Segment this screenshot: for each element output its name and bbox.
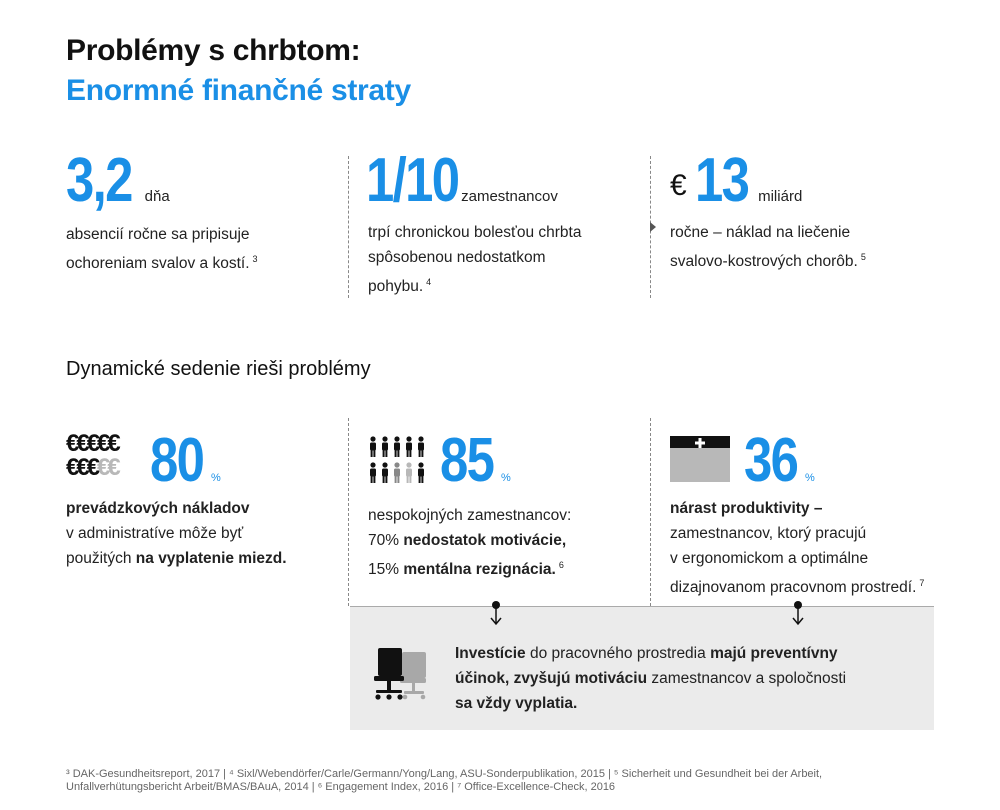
solution-costs-value: 80: [150, 426, 204, 495]
arrow-marker-icon: [650, 222, 656, 232]
euro-row: [66, 456, 118, 480]
desc-line: zamestnancov, ktorý pracujú: [670, 525, 867, 542]
text-bold: nárast produktivity –: [670, 500, 823, 517]
text: ochoreniam svalov a kostí.: [66, 255, 250, 273]
text-bold: Investície: [455, 645, 526, 662]
battery-plus-icon: [670, 436, 730, 482]
stat-pain-line: [368, 270, 581, 299]
stat-pain-unit: zamestnancov: [461, 188, 558, 205]
solution-productivity-value: 36: [744, 426, 798, 495]
info-text: [455, 641, 915, 716]
arrow-down-icon: [489, 600, 503, 626]
info-line: [455, 691, 915, 716]
stat-pain-line: spôsobenou nedostatkom: [368, 249, 546, 266]
stat-absence: [66, 146, 170, 215]
euro-dark: €€€: [66, 454, 98, 481]
text-bold: mentálna rezignácia.: [403, 561, 556, 579]
solution-employees-desc: [368, 503, 571, 582]
footnote-ref: 4: [426, 277, 432, 287]
text: svalovo-kostrových chorôb.: [670, 253, 858, 271]
solution-costs: [150, 426, 221, 495]
footnote-ref: 7: [919, 578, 925, 588]
connector-line: [350, 606, 934, 607]
footnote-line: Unfallverhütungsbericht Arbeit/BMAS/BAuA, 2014 | ⁶ Engagement Index, 2016 | ⁷ Office-Excellence-Check, 2016: [66, 781, 616, 793]
text: do pracovného prostredia: [525, 645, 711, 662]
solution-productivity-desc: [670, 496, 924, 600]
stat-cost-value: 13: [694, 146, 748, 215]
stat-absence-line: [66, 247, 258, 276]
text-bold: na vyplatenie miezd.: [135, 550, 287, 567]
info-line: [455, 641, 915, 666]
footnote-ref: 3: [252, 254, 258, 264]
footnotes: [66, 768, 946, 794]
office-chair-icon: [370, 646, 436, 702]
text-bold: prevádzkových nákladov: [66, 500, 250, 517]
page-subtitle: Enormné finančné straty: [66, 74, 411, 107]
stat-absence-line: absencií ročne sa pripisuje: [66, 226, 250, 243]
solution-costs-desc: [66, 496, 287, 571]
text-bold: majú preventívny: [710, 645, 838, 662]
text-bold: nedostatok motivácie,: [403, 532, 567, 549]
stat-cost: [670, 146, 803, 215]
desc-line: nespokojných zamestnancov:: [368, 507, 572, 524]
divider: [348, 156, 349, 298]
text: zamestnancov a spoločnosti: [647, 670, 847, 687]
stat-absence-value: 3,2: [66, 146, 132, 215]
stat-absence-desc: [66, 222, 258, 276]
euro-light: €€: [97, 454, 118, 481]
footnote-ref: 6: [558, 560, 564, 570]
stat-absence-unit: dňa: [144, 188, 170, 205]
desc-line: [66, 496, 287, 521]
solution-employees-value: 85: [440, 426, 494, 495]
footnote-line: ³ DAK-Gesundheitsreport, 2017 | ⁴ Sixl/Webendörfer/Carle/Germann/Yong/Lang, ASU-Sonderpublikation, 2015 | ⁵ Sicherheit und Gesundheit bei der Arbeit,: [66, 768, 823, 780]
text: použitých: [66, 550, 136, 567]
text-bold: účinok, zvyšujú motiváciu: [455, 670, 648, 687]
stat-pain: [366, 146, 558, 215]
arrow-down-icon: [791, 600, 805, 626]
desc-line: [670, 571, 924, 600]
divider: [650, 418, 651, 606]
desc-line: v administratíve môže byť: [66, 525, 244, 542]
stat-cost-unit: miliárd: [758, 188, 803, 205]
stat-pain-value: 1/10: [366, 146, 459, 215]
stat-pain-line: trpí chronickou bolesťou chrbta: [368, 224, 582, 241]
stat-pain-desc: [368, 220, 581, 299]
stat-cost-desc: [670, 220, 866, 274]
solution-employees: [440, 426, 511, 495]
solution-productivity: [744, 426, 815, 495]
stat-cost-line: ročne – náklad na liečenie: [670, 224, 851, 241]
percent-sign: %: [210, 472, 221, 484]
percent-sign: %: [804, 472, 815, 484]
percent-sign: %: [500, 472, 511, 484]
section-title: Dynamické sedenie rieši problémy: [66, 358, 371, 380]
desc-line: v ergonomickom a optimálne: [670, 550, 869, 567]
text-bold: sa vždy vyplatia.: [455, 695, 578, 712]
info-line: [455, 666, 915, 691]
euro-coins-icon: [66, 432, 118, 480]
desc-line: [368, 553, 571, 582]
desc-line: [368, 528, 571, 553]
currency-symbol: €: [670, 169, 687, 202]
text: 70%: [368, 532, 404, 549]
text: 15%: [368, 561, 404, 579]
text: dizajnovanom pracovnom prostredí.: [670, 579, 917, 597]
page-title: Problémy s chrbtom:: [66, 34, 361, 67]
people-icon: [368, 436, 432, 486]
stat-cost-line: [670, 245, 866, 274]
euro-row: €€€€€: [66, 430, 118, 457]
footnote-ref: 5: [860, 252, 866, 262]
text: pohybu.: [368, 278, 424, 296]
desc-line: [66, 546, 287, 571]
divider: [348, 418, 349, 606]
desc-line: [670, 496, 924, 521]
